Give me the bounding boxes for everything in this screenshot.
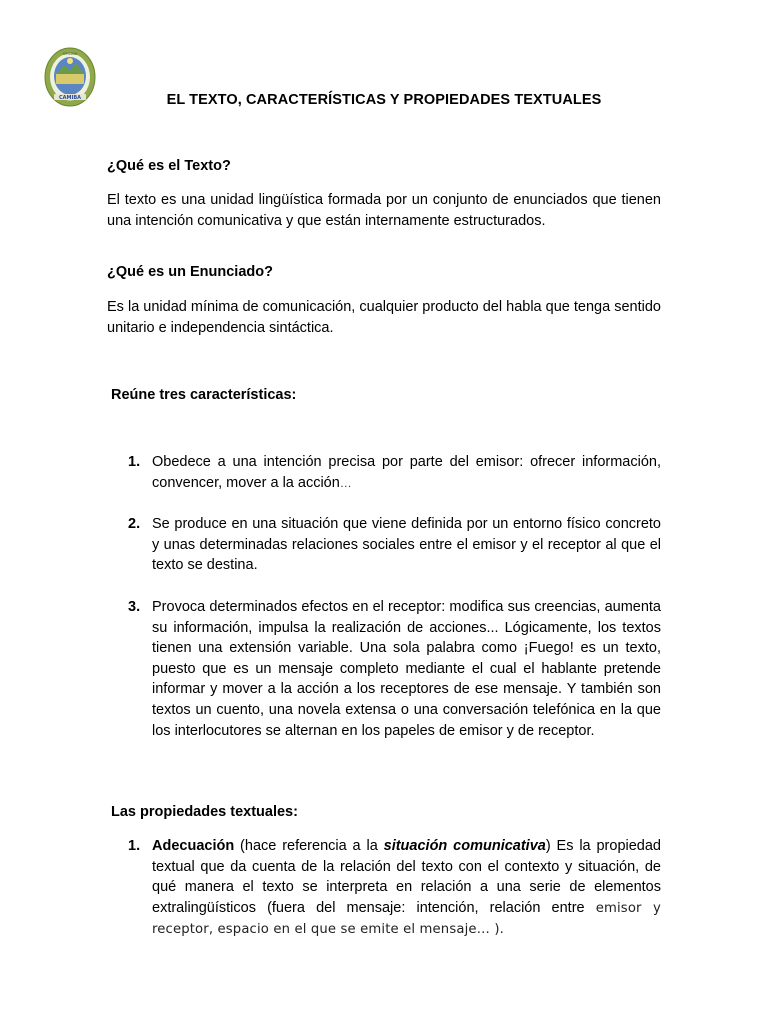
property-text-after: ) Es la propiedad textual que da cuenta de la relación del texto con el contexto y situación, de qué manera el texto se interpreta en relación a una serie de elementos extralingüísticos (fuera del mensaje: intención, relación entre [152, 838, 661, 916]
list-item [107, 597, 661, 741]
heading-caracteristicas: Reúne tres características: [111, 387, 297, 403]
heading-que-es-texto: ¿Qué es el Texto? [107, 158, 231, 174]
list-item [107, 514, 661, 576]
heading-propiedades: Las propiedades textuales: [111, 804, 298, 820]
list-item-text: Se produce en una situación que viene definida por un entorno físico concreto y unas determinadas relaciones sociales entre el emisor y el receptor al que el texto se destina. [152, 516, 661, 574]
logo-text-top: OFICINA [62, 52, 78, 56]
list-number: 1. [128, 838, 141, 854]
paragraph-que-es-enunciado: Es la unidad mínima de comunicación, cualquier producto del habla que tenga sentido unitario e independencia sintáctica. [107, 299, 661, 336]
page-title: EL TEXTO, CARACTERÍSTICAS Y PROPIEDADES TEXTUALES [166, 92, 602, 108]
paragraph-que-es-texto: El texto es una unidad lingüística formada por un conjunto de enunciados que tienen una intención comunicativa y que están internamente estructurados. [107, 192, 661, 229]
logo-text-bottom: CAMIBA [58, 95, 82, 101]
property-term: Adecuación [152, 838, 235, 854]
list-item-ellipsis: … [339, 475, 352, 490]
property-text-tail: emisor y receptor, espacio en el que se emite el mensaje… ). [152, 900, 661, 938]
list-item-text: Provoca determinados efectos en el receptor: modifica sus creencias, aumenta su información, impulsa la realización de acciones... Lógicamente, los textos tienen una extensión variable. Una sola palabra como ¡Fuego! es un texto, puesto que es un mensaje completo mediante el cual el hablante pretende informar y mover a la acción a los receptores de ese mensaje. Y también son textos un cuento, una novela extensa o una conversación telefónica en la que los interlocutores se alternan en los papeles de emisor y de receptor. [152, 598, 661, 739]
list-item [107, 452, 661, 493]
characteristics-list [107, 452, 661, 741]
list-number: 1. [128, 454, 141, 470]
list-number: 2. [128, 516, 141, 533]
list-number: 3. [128, 598, 141, 615]
list-item-text: Obedece a una intención precisa por parte del emisor: ofrecer información, convencer, mover a la acción [152, 454, 661, 491]
properties-list [107, 836, 661, 941]
list-item [107, 836, 661, 941]
property-text-before: (hace referencia a la [234, 838, 384, 854]
property-emphasis: situación comunicativa [383, 838, 546, 854]
heading-que-es-enunciado: ¿Qué es un Enunciado? [107, 264, 273, 280]
